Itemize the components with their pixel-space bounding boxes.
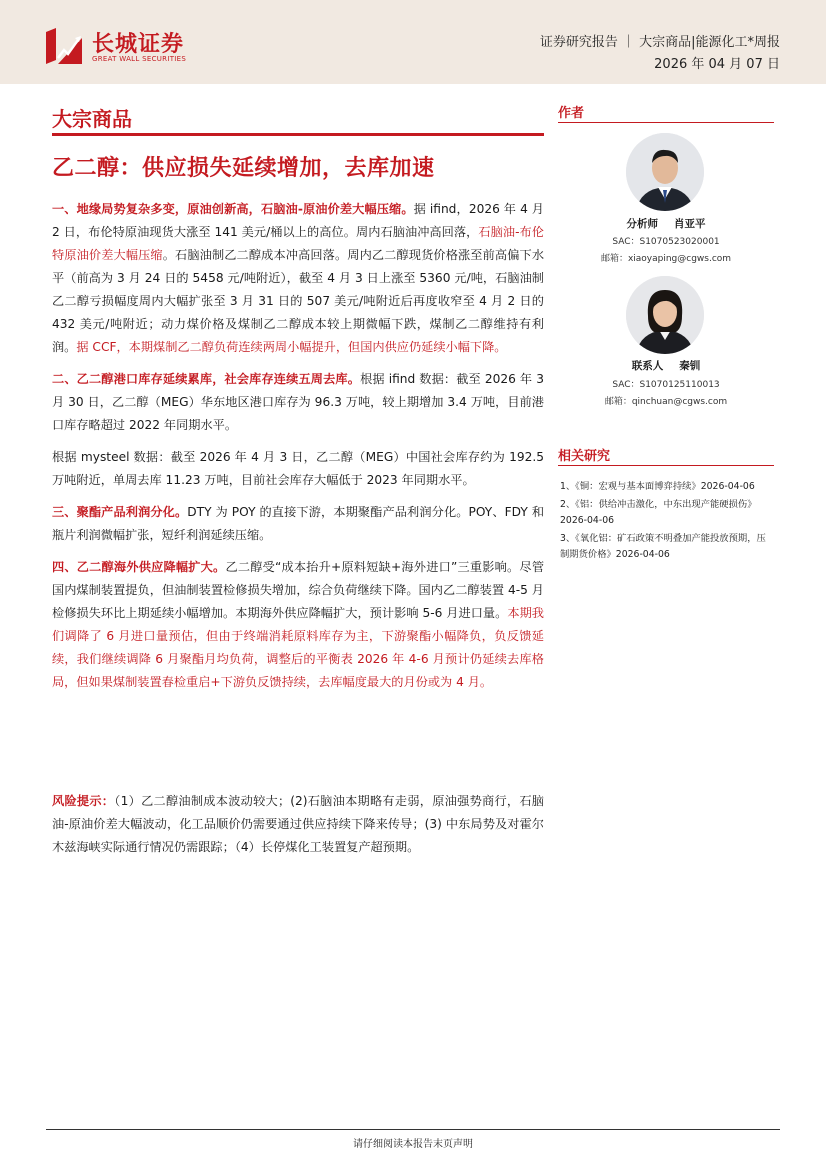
contact-name: 秦钏 <box>679 360 701 372</box>
analyst-email[interactable]: 邮箱：xiaoyaping@cgws.com <box>600 254 732 264</box>
report-category: 证券研究报告 ｜ 大宗商品|能源化工*周报 <box>539 35 780 50</box>
paragraph-5: 四、乙二醇海外供应降幅扩大。乙二醇受“成本抬升+原料短缺+海外进口”三重影响。尽管国内煤制装置提负，但油制装置检修损失增加，综合负荷继续下降。国内乙二醇装置 4-5 月检修损失环比上期延续小幅增加。本期海外供应降幅扩大，预计影响 5-6 月进口量。本期我们调降了 6 月进口量预估，但由于终端消耗原料库存为主，下游聚酯小幅降负，负反馈延续，我们继续调降 6 月聚酯月均负荷，调整后的平衡表 2026 年 4-6 月预计仍延续去库格局，但如果煤制装置春检重启+下游负反馈持续，去库幅度最大的月份或为 4 月。 <box>52 560 545 689</box>
related-research-list <box>560 479 774 565</box>
paragraph-5-heading: 四、乙二醇海外供应降幅扩大。 <box>52 560 226 574</box>
paragraph-3: 根据 mysteel 数据：截至 2026 年 4 月 3 日，乙二醇（MEG）中国社会库存约为 192.5 万吨附近，单周去库 11.23 万吨，目前社会库存大幅低于 2023 年同期水平。 <box>52 450 544 487</box>
contact-email[interactable]: 邮箱：qinchuan@cgws.com <box>604 397 728 407</box>
analyst-portrait-icon <box>626 133 704 211</box>
paragraph-4-heading: 三、聚酯产品利润分化。 <box>52 505 188 519</box>
paragraph-1-heading: 一、地缘局势复杂多变，原油创新高，石脑油-原油价差大幅压缩。 <box>52 202 414 216</box>
report-date: 2026 年 04 月 07 日 <box>654 57 780 72</box>
page-header <box>0 0 826 84</box>
logo-english-name: GREAT WALL SECURITIES <box>92 55 187 63</box>
paragraph-1-highlight-2: 据 CCF，本期煤制乙二醇负荷连续两周小幅提升，但国内供应仍延续小幅下降。 <box>76 340 507 354</box>
related-research-heading: 相关研究 <box>558 449 611 464</box>
report-title: 乙二醇：供应损失延续增加，去库加速 <box>52 156 435 181</box>
analyst-avatar <box>626 133 704 211</box>
title-divider <box>52 133 544 136</box>
analyst-sac: SAC：S1070523020001 <box>612 237 720 247</box>
paragraph-2-heading: 二、乙二醇港口库存延续累库，社会库存连续五周去库。 <box>52 372 361 386</box>
section-title: 大宗商品 <box>52 107 132 131</box>
related-item-2[interactable]: 2、《铝：供给冲击激化，中东出现产能硬损伤》2026-04-06 <box>560 499 757 526</box>
related-item-3[interactable]: 3、《氧化铝：矿石政策不明叠加产能投放预期，压制期货价格》2026-04-06 <box>560 533 766 560</box>
related-item-1[interactable]: 1、《铜：宏观与基本面博弈持续》2026-04-06 <box>560 481 755 492</box>
authors-divider <box>558 122 774 123</box>
paragraph-2: 二、乙二醇港口库存延续累库，社会库存连续五周去库。根据 ifind 数据：截至 2026 年 3 月 30 日，乙二醇（MEG）华东地区港口库存为 96.3 万吨，较上期增加 3.4 万吨，目前港口库存略超过 2022 年同期水平。 <box>52 372 545 432</box>
risk-text: （1）乙二醇油制成本波动较大；(2)石脑油本期略有走弱，原油强势商行，石脑油-原油价差大幅波动，化工品顺价仍需要通过供应持续下降来传导；(3) 中东局势及对霍尔木兹海峡实际通行情况仍需跟踪；（4）长停煤化工装置复产超预期。 <box>52 794 544 854</box>
paragraph-1-highlight: 石脑油-布伦特原油价差大幅压缩 <box>52 225 544 262</box>
risk-label: 风险提示： <box>52 794 115 808</box>
contact-avatar <box>626 276 704 354</box>
logo-chinese-name: 长城证券 <box>92 32 185 57</box>
report-body <box>52 198 544 703</box>
great-wall-logo-icon <box>44 26 84 66</box>
contact-role: 联系人 <box>631 360 664 372</box>
contact-portrait-icon <box>626 276 704 354</box>
analyst-name: 肖亚平 <box>674 218 706 230</box>
footer-divider <box>46 1129 780 1130</box>
risk-warning <box>52 790 544 859</box>
related-divider <box>558 465 774 466</box>
contact-name-line <box>558 358 774 373</box>
paragraph-4: 三、聚酯产品利润分化。DTY 为 POY 的直接下游，本期聚酯产品利润分化。POY、FDY 和瓶片利润微幅扩张，短纤利润延续压缩。 <box>52 505 545 542</box>
analyst-name-line <box>558 216 774 231</box>
authors-heading: 作者 <box>558 106 585 121</box>
analyst-role: 分析师 <box>626 218 658 230</box>
contact-sac: SAC：S1070125110013 <box>612 380 720 390</box>
footer-disclaimer: 请仔细阅读本报告末页声明 <box>353 1139 473 1150</box>
paragraph-1: 一、地缘局势复杂多变，原油创新高，石脑油-原油价差大幅压缩。据 ifind，2026 年 4 月 2 日，布伦特原油现货大涨至 141 美元/桶以上的高位。周内石脑油冲高回落，石脑油-布伦特原油价差大幅压缩。石脑油制乙二醇成本冲高回落。周内乙二醇现货价格涨至前高偏下水平（前高为 3 月 24 日的 5458 元/吨附近），截至 4 月 3 日上涨至 5360 元/吨，石脑油制乙二醇亏损幅度周内大幅扩张至 3 月 31 日的 507 美元/吨附近后再度收窄至 4 月 2 日的 432 美元/吨附近；动力煤价格及煤制乙二醇成本较上期微幅下跌，煤制乙二醇维持有利润。据 CCF，本期煤制乙二醇负荷连续两周小幅提升，但国内供应仍延续小幅下降。 <box>52 202 545 354</box>
paragraph-5-highlight: 本期我们调降了 6 月进口量预估，但由于终端消耗原料库存为主，下游聚酯小幅降负，负反馈延续，我们继续调降 6 月聚酯月均负荷，调整后的平衡表 2026 年 4-6 月预计仍延续去库格局，但如果煤制装置春检重启+下游负反馈持续，去库幅度最大的月份或为 4 月。 <box>52 606 544 689</box>
